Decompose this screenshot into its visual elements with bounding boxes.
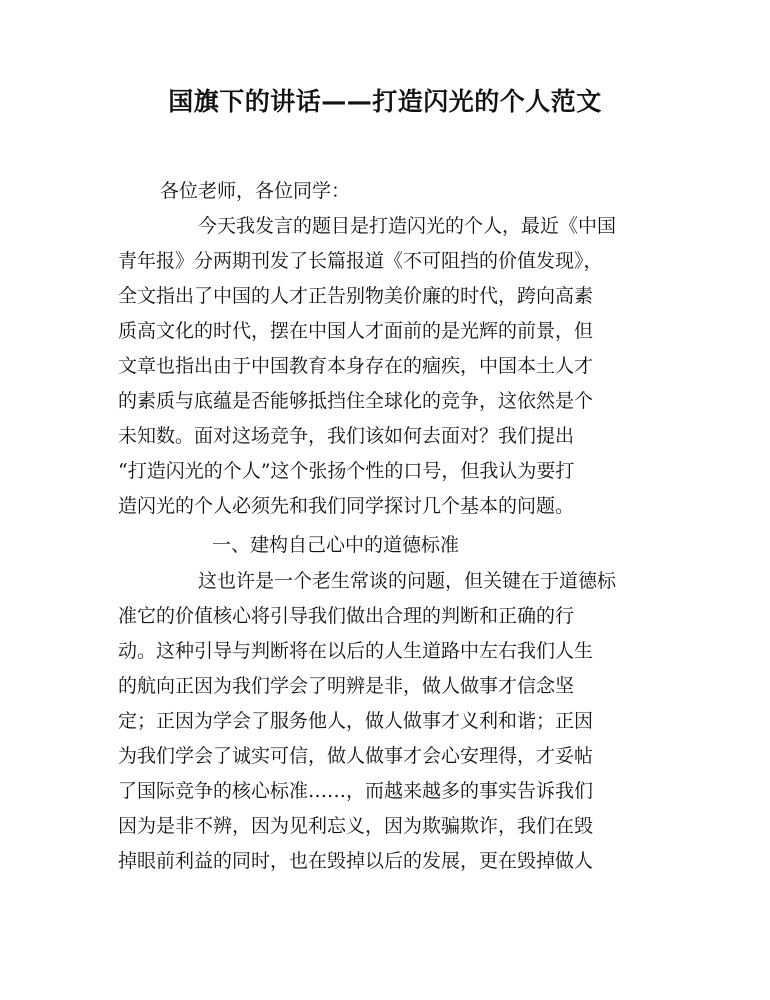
greeting-line: 各位老师，各位同学：: [160, 180, 351, 202]
body-line: 因为是非不辨，因为见利忘义，因为欺骗欺诈，我们在毁: [118, 815, 594, 837]
body-line: 的素质与底蕴是否能够抵挡住全球化的竞争，这依然是个: [118, 390, 594, 412]
document-title: 国旗下的讲话——打造闪光的个人范文: [168, 87, 602, 116]
body-line: 为我们学会了诚实可信，做人做事才会心安理得，才妥帖: [118, 745, 594, 767]
body-line: 了国际竞争的核心标准……，而越来越多的事实告诉我们: [118, 780, 594, 802]
body-line: 的航向正因为我们学会了明辨是非，做人做事才信念坚: [118, 675, 575, 697]
body-line: 定；正因为学会了服务他人，做人做事才义利和谐；正因: [118, 710, 594, 732]
body-line: 动。这种引导与判断将在以后的人生道路中左右我们人生: [118, 640, 594, 662]
body-line: 文章也指出由于中国教育本身存在的痼疾，中国本土人才: [118, 355, 594, 377]
body-line: 准它的价值核心将引导我们做出合理的判断和正确的行: [118, 605, 575, 627]
body-line: 这也许是一个老生常谈的问题，但关键在于道德标: [198, 570, 617, 592]
body-line: 青年报》分两期刊发了长篇报道《不可阻挡的价值发现》，: [118, 250, 603, 272]
body-line: 造闪光的个人必须先和我们同学探讨几个基本的问题。: [118, 495, 575, 517]
body-line: 质高文化的时代，摆在中国人才面前的是光辉的前景，但: [118, 320, 594, 342]
section-heading: 一、建构自己心中的道德标准: [212, 534, 460, 556]
body-line: 今天我发言的题目是打造闪光的个人，最近《中国: [198, 215, 617, 237]
body-line: “打造闪光的个人”这个张扬个性的口号，但我认为要打: [118, 460, 575, 482]
body-line: 掉眼前利益的同时，也在毁掉以后的发展，更在毁掉做人: [118, 850, 594, 872]
body-line: 未知数。面对这场竞争，我们该如何去面对？我们提出: [118, 425, 575, 447]
body-line: 全文指出了中国的人才正告别物美价廉的时代，跨向高素: [118, 285, 594, 307]
